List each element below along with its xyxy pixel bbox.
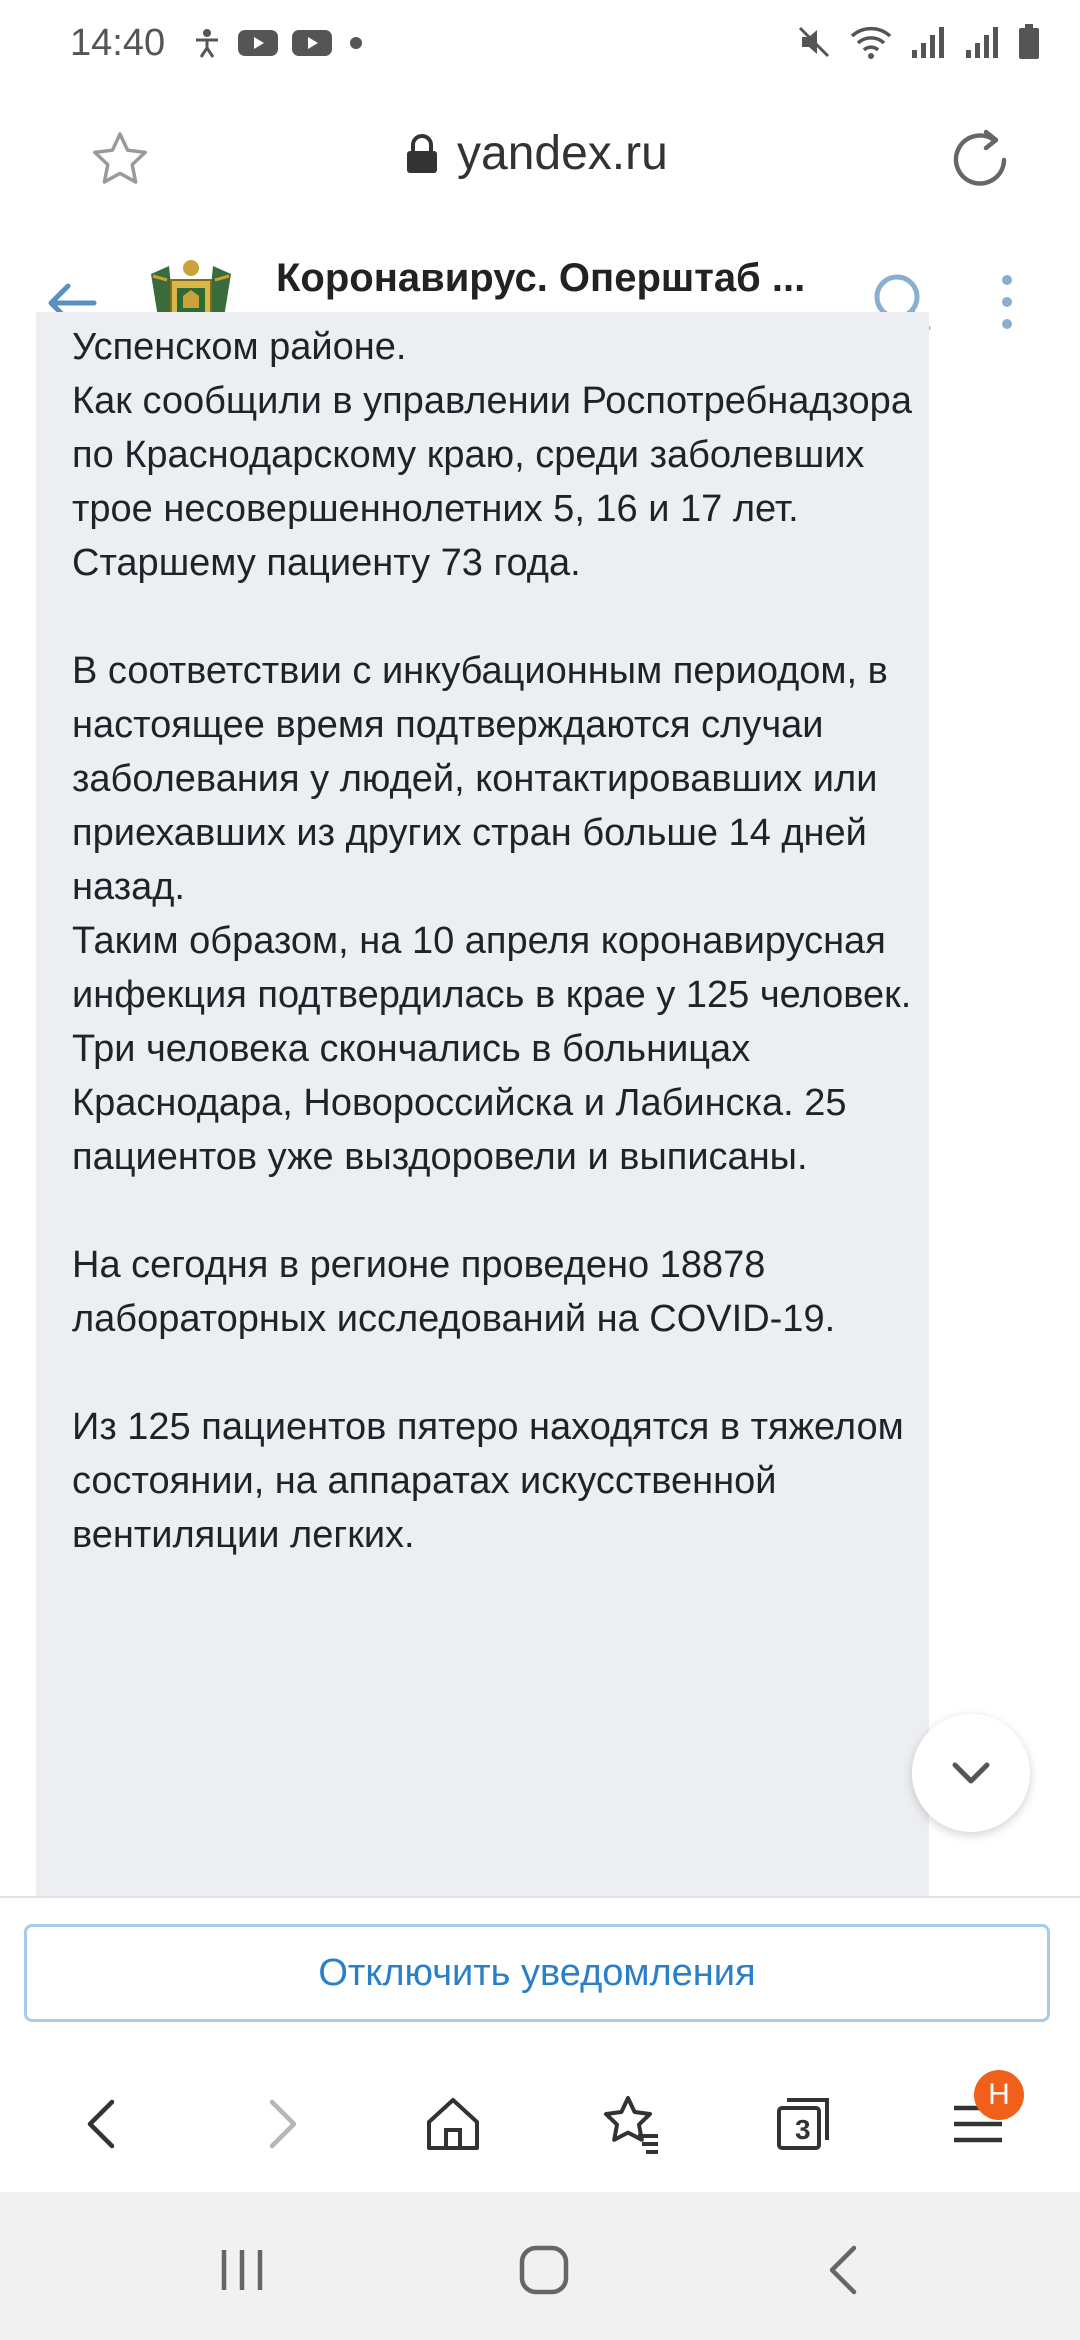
- scroll-down-button[interactable]: [912, 1714, 1030, 1832]
- url-text: yandex.ru: [457, 127, 668, 180]
- signal-icon: [964, 24, 1000, 60]
- back-chevron-icon: [816, 2240, 876, 2300]
- system-back-button[interactable]: [816, 2240, 876, 2300]
- home-square-icon: [514, 2240, 574, 2300]
- message-feed[interactable]: [0, 326, 1080, 1896]
- chevron-down-icon: [943, 1745, 999, 1801]
- status-time: 14:40: [70, 22, 166, 64]
- chevron-right-icon: [248, 2092, 312, 2156]
- url-field[interactable]: [405, 126, 668, 181]
- more-vertical-icon: [990, 270, 1024, 334]
- browser-address-bar: [0, 90, 1080, 232]
- battery-icon: [1018, 24, 1040, 60]
- youtube-icon: [292, 28, 332, 58]
- signal-icon: [910, 24, 946, 60]
- notification-icons: [190, 26, 366, 60]
- nav-forward-button[interactable]: [248, 2092, 312, 2156]
- accessibility-icon: [190, 26, 224, 60]
- recent-apps-button[interactable]: [212, 2240, 272, 2300]
- star-list-icon: [598, 2092, 662, 2156]
- notification-bar: [0, 1896, 1080, 2056]
- reload-icon: [948, 126, 1012, 190]
- reload-button[interactable]: [948, 126, 1012, 190]
- more-options-button[interactable]: [990, 270, 1024, 334]
- browser-bottom-nav: [0, 2052, 1080, 2192]
- home-icon: [421, 2092, 485, 2156]
- nav-tabs-button[interactable]: [771, 2092, 835, 2156]
- channel-title[interactable]: Коронавирус. Оперштаб ...: [276, 256, 806, 300]
- message-text: Успенском районе. Как сообщили в управлении Роспотребнадзора по Краснодарскому краю, среди заболевших трое несовершеннолетних 5, 16 и 17 лет. Старшему пациенту 73 года. В соответствии с инкубационным периодом, в настоящее время подтверждаются случаи заболевания у людей, контактировавших или приехавших из других стран больше 14 дней назад. Таким образом, на 10 апреля коронавирусная инфекция подтвердилась в крае у 125 человек. Три человека скончались в больницах Краснодара, Новороссийска и Лабинска. 25 пациентов уже выздоровели и выписаны. На сегодня в регионе проведено 18878 лабораторных исследований на COVID-19. Из 125 пациентов пятеро находятся в тяжелом состоянии, на аппаратах искусственной вентиляции легких.: [72, 326, 912, 1556]
- system-nav-bar: [0, 2192, 1080, 2340]
- youtube-icon: [238, 28, 278, 58]
- nav-home-button[interactable]: [421, 2092, 485, 2156]
- system-status-icons: [796, 24, 1040, 60]
- wifi-icon: [850, 24, 892, 60]
- message-card: [36, 312, 929, 2012]
- nav-bookmarks-button[interactable]: [598, 2092, 662, 2156]
- more-notifications-dot-icon: [346, 33, 366, 53]
- lock-icon: [405, 133, 439, 175]
- chevron-left-icon: [72, 2092, 136, 2156]
- nav-back-button[interactable]: [72, 2092, 136, 2156]
- tabs-count: 3: [795, 2114, 811, 2145]
- recent-apps-icon: [212, 2240, 272, 2300]
- disable-notifications-button[interactable]: Отключить уведомления: [24, 1924, 1050, 2022]
- status-bar: [0, 0, 1080, 90]
- bookmark-star-button[interactable]: [88, 128, 152, 192]
- home-system-button[interactable]: [514, 2240, 574, 2300]
- mute-icon: [796, 24, 832, 60]
- menu-notification-badge: Н: [974, 2070, 1024, 2120]
- star-icon: [88, 128, 152, 192]
